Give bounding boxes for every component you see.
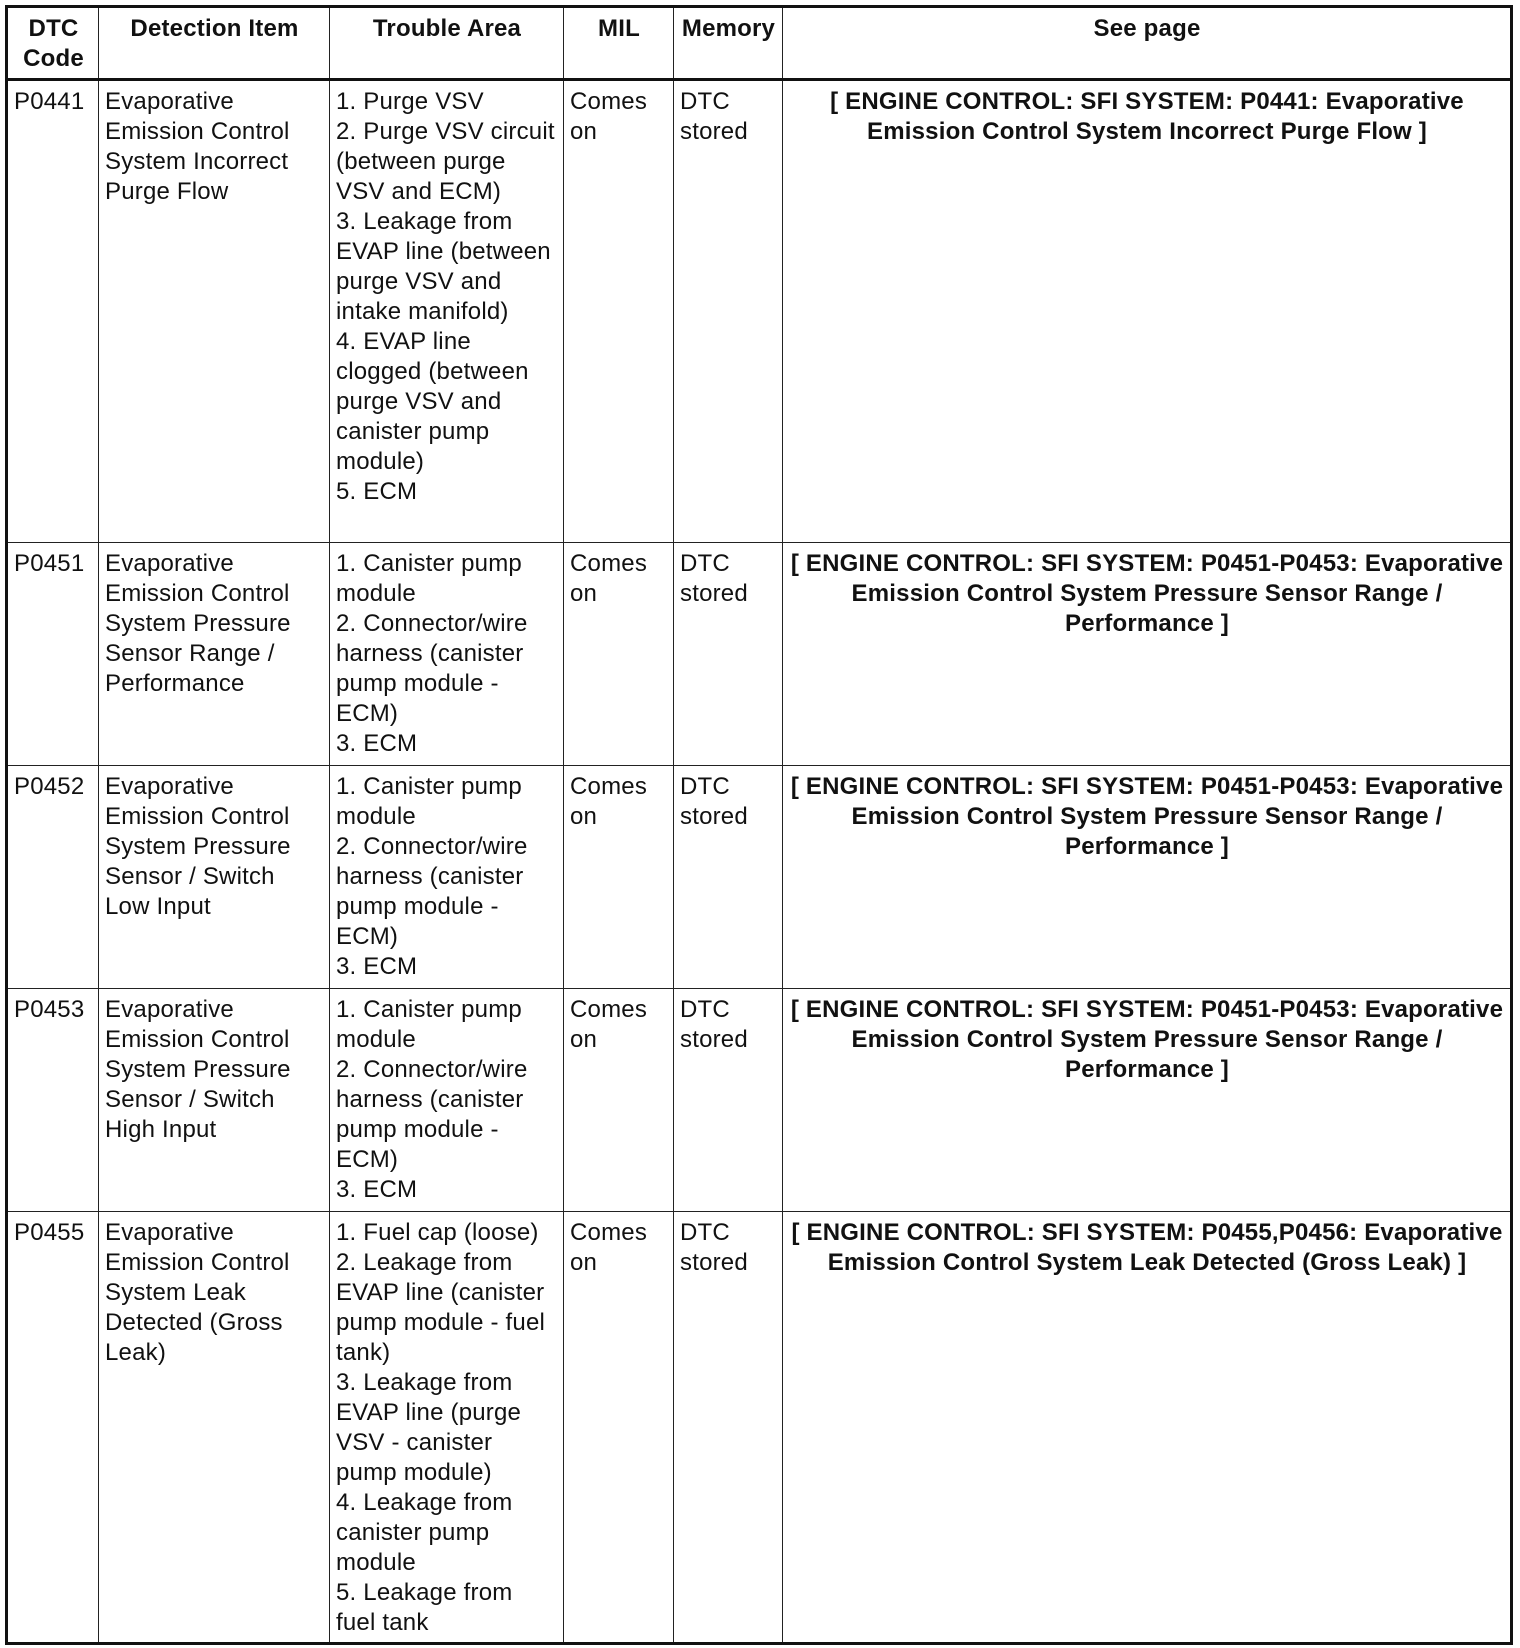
trouble-area-cell <box>330 543 564 766</box>
header-memory: Memory <box>674 7 783 80</box>
see-page-link[interactable]: [ ENGINE CONTROL: SFI SYSTEM: P0451-P0453: Evaporative Emission Control System Pressure Sensor Range / Performance ] <box>783 543 1512 766</box>
dtc-code-cell: P0451 <box>7 543 99 766</box>
table-row <box>7 80 1512 543</box>
trouble-area-cell <box>330 1212 564 1644</box>
memory-cell: DTC stored <box>674 989 783 1212</box>
trouble-area-item: 4. EVAP line clogged (between purge VSV and canister pump module) <box>336 328 529 475</box>
trouble-area-item: 2. Purge VSV circuit (between purge VSV and ECM) <box>336 118 555 205</box>
detection-item-cell: Evaporative Emission Control System Pressure Sensor / Switch High Input <box>99 989 330 1212</box>
trouble-area-cell <box>330 989 564 1212</box>
mil-cell: Comes on <box>564 989 674 1212</box>
dtc-code-cell: P0452 <box>7 766 99 989</box>
trouble-area-item: 2. Connector/wire harness (canister pump module - ECM) <box>336 1056 528 1173</box>
trouble-area-item: 5. Leakage from fuel tank <box>336 1579 513 1636</box>
memory-cell: DTC stored <box>674 1212 783 1644</box>
header-detection-item: Detection Item <box>99 7 330 80</box>
trouble-area-item: 2. Connector/wire harness (canister pump module - ECM) <box>336 833 528 950</box>
detection-item-cell: Evaporative Emission Control System Incorrect Purge Flow <box>99 80 330 543</box>
detection-item-cell: Evaporative Emission Control System Leak Detected (Gross Leak) <box>99 1212 330 1644</box>
trouble-area-item: 3. ECM <box>336 1176 418 1203</box>
trouble-area-item: 3. ECM <box>336 730 418 757</box>
detection-item-cell: Evaporative Emission Control System Pressure Sensor / Switch Low Input <box>99 766 330 989</box>
header-row <box>7 7 1512 80</box>
memory-cell: DTC stored <box>674 543 783 766</box>
mil-cell: Comes on <box>564 1212 674 1644</box>
trouble-area-item: 3. ECM <box>336 953 418 980</box>
see-page-link[interactable]: [ ENGINE CONTROL: SFI SYSTEM: P0455,P0456: Evaporative Emission Control System Leak Detected (Gross Leak) ] <box>783 1212 1512 1644</box>
memory-cell: DTC stored <box>674 766 783 989</box>
header-trouble-area: Trouble Area <box>330 7 564 80</box>
see-page-link[interactable]: [ ENGINE CONTROL: SFI SYSTEM: P0441: Evaporative Emission Control System Incorrect Purge Flow ] <box>783 80 1512 543</box>
detection-item-cell: Evaporative Emission Control System Pressure Sensor Range / Performance <box>99 543 330 766</box>
trouble-area-item: 1. Fuel cap (loose) <box>336 1219 539 1246</box>
mil-cell: Comes on <box>564 766 674 989</box>
table-row <box>7 1212 1512 1644</box>
table-row <box>7 543 1512 766</box>
mil-cell: Comes on <box>564 80 674 543</box>
dtc-table <box>5 5 1513 1645</box>
table-row <box>7 989 1512 1212</box>
see-page-link[interactable]: [ ENGINE CONTROL: SFI SYSTEM: P0451-P0453: Evaporative Emission Control System Pressure Sensor Range / Performance ] <box>783 766 1512 989</box>
trouble-area-item: 3. Leakage from EVAP line (between purge VSV and intake manifold) <box>336 208 551 325</box>
trouble-area-item: 1. Purge VSV <box>336 88 484 115</box>
trouble-area-item: 1. Canister pump module <box>336 996 522 1053</box>
dtc-code-cell: P0453 <box>7 989 99 1212</box>
trouble-area-item: 1. Canister pump module <box>336 550 522 607</box>
header-dtc-code: DTC Code <box>7 7 99 80</box>
header-mil: MIL <box>564 7 674 80</box>
trouble-area-item: 3. Leakage from EVAP line (purge VSV - canister pump module) <box>336 1369 522 1486</box>
trouble-area-cell <box>330 80 564 543</box>
see-page-link[interactable]: [ ENGINE CONTROL: SFI SYSTEM: P0451-P0453: Evaporative Emission Control System Pressure Sensor Range / Performance ] <box>783 989 1512 1212</box>
trouble-area-item: 1. Canister pump module <box>336 773 522 830</box>
trouble-area-item: 2. Leakage from EVAP line (canister pump module - fuel tank) <box>336 1249 546 1366</box>
header-see-page: See page <box>783 7 1512 80</box>
trouble-area-item: 2. Connector/wire harness (canister pump module - ECM) <box>336 610 528 727</box>
trouble-area-cell <box>330 766 564 989</box>
dtc-code-cell: P0441 <box>7 80 99 543</box>
trouble-area-item: 4. Leakage from canister pump module <box>336 1489 513 1576</box>
memory-cell: DTC stored <box>674 80 783 543</box>
table-row <box>7 766 1512 989</box>
mil-cell: Comes on <box>564 543 674 766</box>
dtc-code-cell: P0455 <box>7 1212 99 1644</box>
trouble-area-item: 5. ECM <box>336 478 418 505</box>
